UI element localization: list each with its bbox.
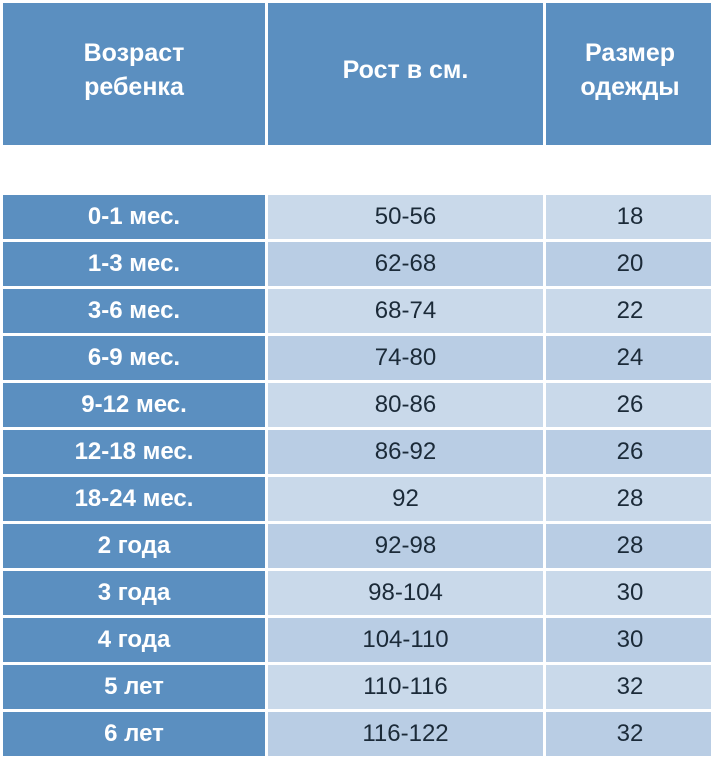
table-row bbox=[3, 712, 711, 756]
cell-age: 4 года bbox=[3, 618, 265, 662]
column-header-size-line1: Размер bbox=[584, 39, 676, 68]
cell-size: 26 bbox=[546, 430, 711, 474]
column-header-height bbox=[268, 3, 543, 145]
cell-age: 3-6 мес. bbox=[3, 289, 265, 333]
column-header-age-line1: Возраст bbox=[83, 39, 185, 68]
cell-size: 18 bbox=[546, 195, 711, 239]
cell-size: 28 bbox=[546, 524, 711, 568]
table-row bbox=[3, 383, 711, 427]
spacer-cell-size bbox=[546, 148, 711, 192]
cell-size: 32 bbox=[546, 712, 711, 756]
cell-age: 0-1 мес. bbox=[3, 195, 265, 239]
cell-size: 20 bbox=[546, 242, 711, 286]
cell-height: 92 bbox=[268, 477, 543, 521]
cell-age: 18-24 мес. bbox=[3, 477, 265, 521]
header-row bbox=[3, 3, 711, 145]
column-header-size bbox=[546, 3, 711, 145]
cell-size: 28 bbox=[546, 477, 711, 521]
table-row bbox=[3, 618, 711, 662]
cell-age: 12-18 мес. bbox=[3, 430, 265, 474]
column-header-height-label: Рост в см. bbox=[342, 56, 469, 85]
cell-height: 74-80 bbox=[268, 336, 543, 380]
cell-height: 86-92 bbox=[268, 430, 543, 474]
cell-height: 50-56 bbox=[268, 195, 543, 239]
table-row bbox=[3, 289, 711, 333]
cell-height: 92-98 bbox=[268, 524, 543, 568]
table-header bbox=[3, 3, 711, 145]
cell-height: 68-74 bbox=[268, 289, 543, 333]
cell-height: 62-68 bbox=[268, 242, 543, 286]
cell-height: 80-86 bbox=[268, 383, 543, 427]
column-header-age-line2: ребенка bbox=[84, 73, 184, 101]
cell-age: 3 года bbox=[3, 571, 265, 615]
cell-age: 2 года bbox=[3, 524, 265, 568]
cell-size: 32 bbox=[546, 665, 711, 709]
cell-age: 1-3 мес. bbox=[3, 242, 265, 286]
table-row bbox=[3, 195, 711, 239]
cell-size: 24 bbox=[546, 336, 711, 380]
spacer-cell-age bbox=[3, 148, 265, 192]
table-row bbox=[3, 430, 711, 474]
table-row bbox=[3, 524, 711, 568]
table-row bbox=[3, 242, 711, 286]
table-body bbox=[3, 148, 711, 756]
cell-size: 26 bbox=[546, 383, 711, 427]
cell-height: 98-104 bbox=[268, 571, 543, 615]
table-row bbox=[3, 336, 711, 380]
column-header-size-line2: одежды bbox=[580, 73, 680, 101]
column-header-age bbox=[3, 3, 265, 145]
header-body-spacer bbox=[3, 148, 711, 192]
table-row bbox=[3, 477, 711, 521]
cell-size: 30 bbox=[546, 571, 711, 615]
table-row bbox=[3, 571, 711, 615]
cell-age: 5 лет bbox=[3, 665, 265, 709]
cell-size: 22 bbox=[546, 289, 711, 333]
cell-size: 30 bbox=[546, 618, 711, 662]
spacer-cell-height bbox=[268, 148, 543, 192]
table-row bbox=[3, 665, 711, 709]
cell-age: 6-9 мес. bbox=[3, 336, 265, 380]
cell-age: 9-12 мес. bbox=[3, 383, 265, 427]
cell-height: 104-110 bbox=[268, 618, 543, 662]
cell-height: 110-116 bbox=[268, 665, 543, 709]
cell-height: 116-122 bbox=[268, 712, 543, 756]
cell-age: 6 лет bbox=[3, 712, 265, 756]
